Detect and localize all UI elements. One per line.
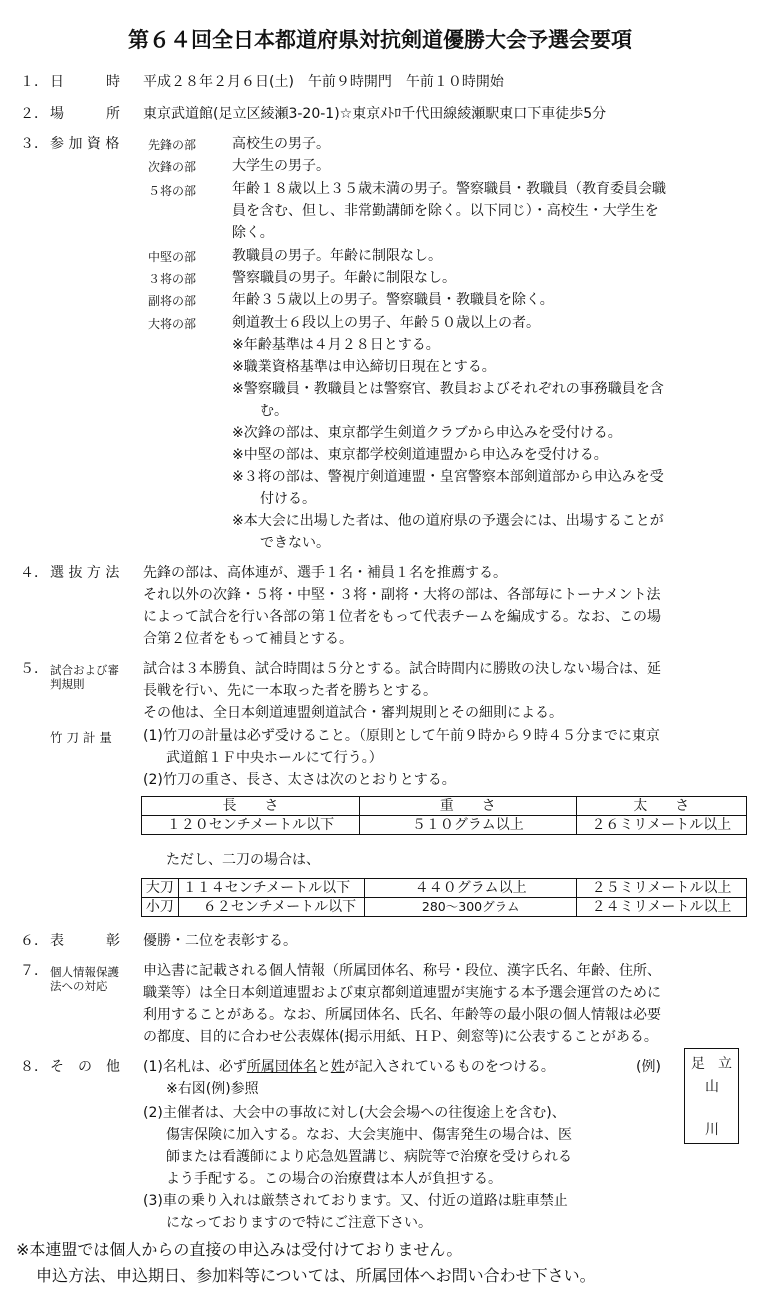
division-text: 大学生の男子。 [232,158,330,174]
note-text: ※３将の部は、警視庁剣道連盟・皇宮警察本部剣道部から申込みを受 [232,469,664,485]
table-cell: ６２センチメートル以下 [178,898,365,917]
note-text: ※中堅の部は、東京都学校剣道連盟から申込みを受付ける。 [232,447,608,463]
section-7-text: の都度、目的に合わせ公表媒体(掲示用紙、ＨＰ、剣窓等)に公表することがある。 [143,1029,658,1045]
section-7-text: 申込書に記載される個人情報（所属団体名、称号・段位、漢字氏名、年齢、住所、 [143,963,661,979]
division-text: 剣道教士６段以上の男子、年齢５０歳以上の者。 [232,315,540,331]
table-cell: ２６ミリメートル以上 [576,816,746,835]
table-row [142,816,747,835]
table-cell: １２０センチメートル以下 [142,816,360,835]
table-cell: 大刀 [142,879,179,898]
division-text: 年齢１８歳以上３５歳未満の男子。警察職員・教職員（教育委員会職 [232,181,666,197]
section-4-text: によって試合を行い各部の第１位者をもって代表チームを編成する。なお、この場 [143,609,661,625]
section-5-text: 試合は３本勝負、試合時間は５分とする。試合時間内に勝敗の決しない場合は、延 [143,661,661,677]
footer-note: 申込方法、申込期日、参加料等については、所属団体へお問い合わせ下さい。 [36,1266,596,1285]
section-7-heading: 個人情報保護法への対応 [50,965,119,994]
division-text: 年齢３５歳以上の男子。警察職員・教職員を除く。 [232,292,554,308]
section-2-number: ２． [20,106,48,122]
section-8-item-2: (2)主催者は、大会中の事故に対し(大会会場への往復途上を含む)、 [143,1105,566,1121]
section-8-item-3: (3)車の乗り入れは厳禁されております。又、付近の道路は駐車禁止 [143,1193,568,1209]
nito-spec-table [141,878,747,917]
section-8-item-1 [143,1060,555,1074]
table-cell: ５１０グラム以上 [359,816,576,835]
note-text: ※職業資格基準は申込締切日現在とする。 [232,359,496,375]
item-1-pre: (1)名札は、必ず [143,1059,247,1075]
section-5-text: 長戦を行い、先に一本取った者を勝ちとする。 [143,683,437,699]
section-1-text: 平成２８年２月６日(土) 午前９時開門 午前１０時開始 [143,74,504,90]
table-row [142,898,747,917]
table-row [142,879,747,898]
section-1-number: １． [20,74,48,90]
section-6-heading: 表 彰 [50,933,120,949]
section-8-item-2: よう手配する。この場合の治療費は本人が負担する。 [166,1171,502,1187]
section-8-heading: そ の 他 [50,1059,120,1075]
note-text: ※警察職員・教職員とは警察官、教員およびそれぞれの事務職員を含 [232,381,664,397]
section-8-item-2: 傷害保険に加入する。なお、大会実施中、傷害発生の場合は、医 [166,1127,572,1143]
division-text: 除く。 [232,225,274,241]
name-card-char: 川 [705,1122,719,1138]
table-cell: １１４センチメートル以下 [178,879,365,898]
table-cell: ４４０グラム以上 [365,879,577,898]
document-title: 第６４回全日本都道府県対抗剣道優勝大会予選会要項 [128,28,632,52]
section-5-text: その他は、全日本剣道連盟剣道試合・審判規則とその細則による。 [143,705,563,721]
note-text: ※本大会に出場した者は、他の道府県の予選会には、出場することが [232,513,664,529]
shinai-spec-table [141,796,747,835]
section-4-number: ４． [20,565,48,581]
division-text: 警察職員の男子。年齢に制限なし。 [232,270,456,286]
section-8-item-3: になっておりますので特にご注意下さい。 [166,1215,432,1231]
table-cell: ２５ミリメートル以上 [576,879,746,898]
division-text: 員を含む、但し、非常勤講師を除く。以下同じ）・高校生・大学生を [232,203,659,219]
name-card-char: 山 [705,1079,719,1095]
section-7-number: ７． [20,963,48,979]
division-text: 教職員の男子。年齢に制限なし。 [232,248,442,264]
section-8-number: ８． [20,1059,48,1075]
section-1-heading: 日 時 [50,74,120,90]
nito-label: ただし、二刀の場合は、 [166,852,320,868]
section-4-text: それ以外の次鋒・５将・中堅・３将・副将・大将の部は、各部毎にトーナメント法 [143,587,661,603]
section-8-item-2: 師または看護師により応急処置講じ、病院等で治療を受けられる [166,1149,572,1165]
note-text: 付ける。 [260,491,316,507]
section-2-text: 東京武道館(足立区綾瀬3-20-1)☆東京ﾒﾄﾛ千代田線綾瀬駅東口下車徒歩5分 [143,106,607,122]
section-4-text: 合第２位者をもって補員とする。 [143,631,353,647]
name-card-char: 立 [718,1056,732,1072]
table-cell: ２４ミリメートル以上 [576,898,746,917]
section-5-heading: 試合および審判規則 [50,663,119,692]
section-6-number: ６． [20,933,48,949]
division-name: 大将の部 [148,317,197,331]
name-card-char: 足 [691,1056,705,1072]
shinai-heading: 竹 刀 計 量 [50,730,112,745]
section-6-text: 優勝・二位を表彰する。 [143,933,297,949]
footer-note: ※本連盟では個人からの直接の申込みは受付けておりません。 [16,1240,463,1259]
division-name: 中堅の部 [148,250,197,264]
table-header-thickness: 太 さ [576,797,746,816]
note-text: できない。 [260,535,330,551]
shinai-item: (2)竹刀の重さ、長さ、太さは次のとおりとする。 [143,772,456,788]
section-5-number: ５． [20,661,48,677]
table-cell: 小刀 [142,898,179,917]
section-2-heading: 場 所 [50,106,120,122]
shinai-item: 武道館１Ｆ中央ホールにて行う。） [166,750,383,766]
table-cell: 280～300グラム [365,898,577,917]
division-name: 次鋒の部 [148,160,197,174]
section-3-heading: 参 加 資 格 [50,136,120,152]
item-1-post: が記入されているものをつける。 [344,1059,555,1075]
table-row [142,797,747,816]
table-header-length: 長 さ [142,797,360,816]
division-name: 先鋒の部 [148,138,197,152]
shinai-item: (1)竹刀の計量は必ず受けること。（原則として午前９時から９時４５分までに東京 [143,728,660,744]
section-4-heading: 選 抜 方 法 [50,565,120,581]
note-text: む。 [260,403,288,419]
example-label: (例) [636,1059,661,1075]
division-text: 高校生の男子。 [232,136,330,152]
division-name: ３将の部 [148,272,197,286]
section-3-number: ３． [20,136,48,152]
section-7-text: 職業等）は全日本剣道連盟および東京都剣道連盟が実施する本予選会運営のために [143,985,661,1001]
name-card-example [684,1048,739,1144]
division-name: 副将の部 [148,294,197,308]
table-header-weight: 重 さ [359,797,576,816]
note-text: ※次鋒の部は、東京都学生剣道クラブから申込みを受付ける。 [232,425,622,441]
section-7-text: 利用することがある。なお、所属団体名、氏名、年齢等の最小限の個人情報は必要 [143,1007,661,1023]
item-1-underlined-group-name: 所属団体名 [246,1059,317,1075]
item-1-mid: と [316,1059,331,1075]
item-1-underlined-surname: 姓 [330,1059,345,1075]
section-4-text: 先鋒の部は、高体連が、選手１名・補員１名を推薦する。 [143,565,507,581]
note-text: ※年齢基準は４月２８日とする。 [232,337,440,353]
division-name: ５将の部 [148,184,197,198]
section-8-item-1-ref: ※右図(例)参照 [166,1081,259,1097]
